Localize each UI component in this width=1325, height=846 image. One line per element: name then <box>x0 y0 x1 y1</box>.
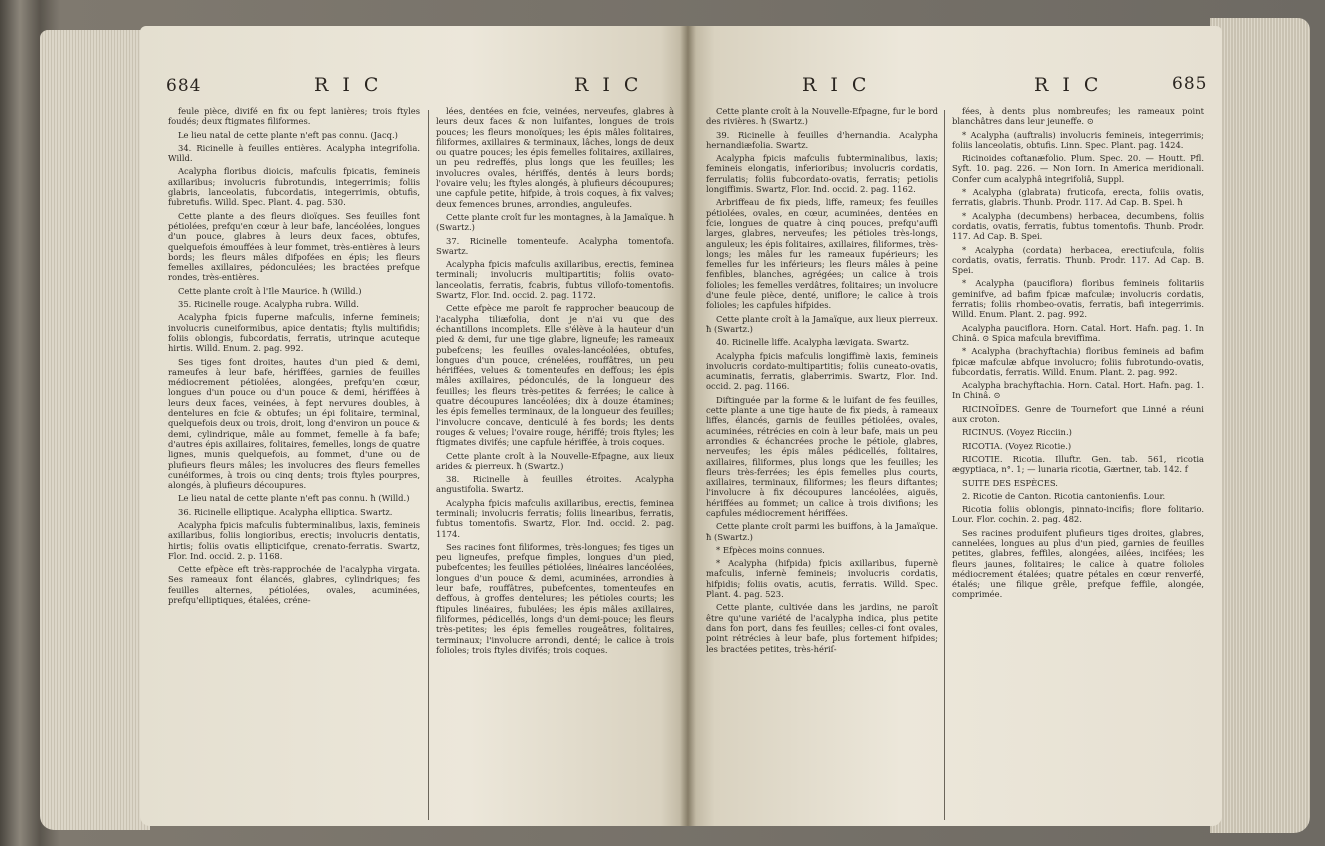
paragraph: * Acalypha (hifpida) fpicis axillaribus, fupernè mafculis, infernè femineis; involucris cordatis, hifpidis; foliis ovatis, acutis, ferratis. Willd. Spec. Plant. 4. pag. 523. <box>706 558 938 600</box>
paragraph: Ricinoides coftanæfolio. Plum. Spec. 20. — Houtt. Pfl. Syft. 10. pag. 226. — Non Iorn. In America meridionali. Confer cum acalyphâ integrifoliâ, Suppl. <box>952 153 1204 184</box>
paragraph: * Acalypha (glabrata) fruticofa, erecta, foliis ovatis, ferratis, glabris. Thunb. Prodr. 117. Ad Cap. B. Spei. ħ <box>952 187 1204 208</box>
paragraph: fées, à dents plus nombreufes; les rameaux point blanchâtres dans leur jeuneffe. ⊙ <box>952 106 1204 127</box>
paragraph: SUITE DES ESPÈCES. <box>962 477 1058 488</box>
paragraph: Acalypha fpicis mafculis longiffimè laxis, femineis involucris cordato-multipartitis; foliis cuneato-ovatis, acuminatis, ferratis, glaberrimis. Swartz, Flor. Ind. occid. 2. pag. 1166. <box>706 350 938 392</box>
right-page-column-2 <box>952 106 1204 603</box>
right-page <box>688 26 1222 826</box>
paragraph: Acalypha floribus dioicis, mafculis fpicatis, femineis axillaribus; involucris fubrotundis, integerrimis; foliis glabris, lanceolatis, fubcordatis, integerrimis, obtufis, fubretufis. Willd. Spec. Plant. 4. pag. 530. <box>168 166 420 208</box>
paragraph: Acalypha brachyftachia. Horn. Catal. Hort. Hafn. pag. 1. In Chinâ. ⊙ <box>952 380 1204 401</box>
left-running-head-2: R I C <box>574 74 643 96</box>
right-running-head-1: R I C <box>802 74 871 96</box>
paragraph: * Acalypha (cordata) herbacea, erectiufcula, foliis cordatis, ovatis, ferratis. Thunb. Prodr. 117. Ad Cap. B. Spei. <box>952 244 1204 276</box>
paragraph: * Acalypha (auftralis) involucris femineis, integerrimis; foliis lanceolatis, obtufis. Linn. Spec. Plant. pag. 1424. <box>952 129 1204 150</box>
paragraph: 40. Ricinelle liffe. Acalypha lævigata. Swartz. <box>716 337 910 348</box>
paragraph: Diftinguée par la forme & le luifant de fes feuilles, cette plante a une tige haute de fix pieds, à rameaux liffes, élancés, garnis de feuilles pétiolées, ovales, acuminées, rétrécies en coin à leur bafe, mais un peu arrondies & échancrées proche le pétiole, glabres, nerveufes; les épis mâles pédicellés, folitaires, axillaires, filiformes, plus longs que les feuilles; les fleurs très-ferrées; les épis femelles plus courts, axillaires, terminaux, filiformes; les fleurs diftantes; l'involucre à fix découpures lancéolées, aiguës, hériffées au fommet; un calice à trois divifions; les capfules médiocrement hériffées. <box>706 394 938 518</box>
left-page-number: 684 <box>166 76 202 96</box>
column-divider <box>428 110 429 820</box>
paragraph: Cette plante, cultivée dans les jardins, ne paroît être qu'une variété de l'acalypha indica, plus petite dans fon port, dans fes feuilles; celles-ci font ovales, point rétrécies à leur bafe, plus fortement hifpides; les bractées petites, très-hériſ- <box>706 602 938 654</box>
column-divider <box>944 110 945 820</box>
right-page-header <box>702 74 1212 98</box>
paragraph: 2. Ricotie de Canton. Ricotia cantonienfis. Lour. <box>962 490 1166 501</box>
paragraph: Arbriffeau de fix pieds, liffe, rameux; fes feuilles pétiolées, ovales, en cœur, acuminées, dentées en fcie, longues de quatre à cinq pouces, prefqu'auffi larges, glabres, nerveufes; les pétioles très-longs, anguleux; les épis folitaires, axillaires, filiformes, très-longs; les mâles fur les rameaux fupérieurs; les femelles fur les inférieurs; les fleurs mâles à peine fenfibles, blanches, agrégées; un calice à trois folioles; les femelles verdâtres, folitaires; un involucre d'une feule pièce, denté, uniflore; le calice à trois folioles; les capfules hifpides. <box>706 197 938 311</box>
paragraph: Ses racines produifent plufieurs tiges droites, glabres, cannelées, longues au plus d'un pied, garnies de feuilles petites, glabres, feffiles, alongées, ailées, incifées; les fleurs jaunes, folitaires; le calice à quatre folioles médiocrement étalées; quatre pétales en cœur renverfé, étalés; une filique grêle, prefque feffile, alongée, comprimée. <box>952 527 1204 600</box>
paragraph: Ricotia foliis oblongis, pinnato-incifis; flore folitario. Lour. Flor. cochin. 2. pag. 482. <box>952 504 1204 525</box>
paragraph: Cette plante croît fur les montagnes, à la Jamaïque. ħ (Swartz.) <box>436 211 674 233</box>
paragraph: RICOTIE. Ricotia. Illuftr. Gen. tab. 561, ricotia ægyptiaca, n°. 1; — lunaria ricotia, Gærtner, tab. 142. f <box>952 453 1204 475</box>
paragraph: Acalypha fpicis mafculis fubterminalibus, laxis, femineis axillaribus, foliis longioribus, erectis; involucris dentatis, hirtis; foliis ovatis ellipticifque, crenato-ferratis. Swartz, Flor. Ind. occid. 2. p. 1168. <box>168 519 420 561</box>
paragraph: Cette plante croît parmi les buiffons, à la Jamaïque. ħ (Swartz.) <box>706 521 938 542</box>
paragraph: Acalypha fpicis mafculis fubterminalibus, laxis; femineis elongatis, inferioribus; involucris cordatis, ferrulatis; foliis fubcordato-ovatis, ferratis; petiolis longiffimis. Swartz, Flor. Ind. occid. 2. pag. 1162. <box>706 153 938 195</box>
left-page-column-1 <box>168 106 420 608</box>
left-page-column-2 <box>436 106 674 658</box>
paragraph: Acalypha fpicis fuperne mafculis, inferne femineis; involucris cuneiformibus, apice dentatis; ftylis multifidis; foliis oblongis, fubcordatis, ferratis, utrinque acuteque hirtis. Willd. Enum. 2. pag. 992. <box>168 312 420 354</box>
paragraph: feule pièce, divifé en fix ou fept lanières; trois ftyles foudés; deux ftigmates filiformes. <box>168 106 420 127</box>
paragraph: Acalypha fpicis mafculis axillaribus, erectis, feminea terminali; involucris ferratis; foliis linearibus, ferratis, fubtus tomentofis. Swartz, Flor. Ind. occid. 2. pag. 1174. <box>436 497 674 539</box>
left-page-header <box>166 74 666 98</box>
paragraph: 34. Ricinelle à feuilles entières. Acalypha integrifolia. Willd. <box>168 142 420 164</box>
paragraph: Cette efpèce eft très-rapprochée de l'acalypha virgata. Ses rameaux font élancés, glabres, cylindriques; fes feuilles alternes, pétiolées, ovales, acuminées, prefqu'elliptiques, étalées, créne- <box>168 564 420 606</box>
paragraph: Le lieu natal de cette plante n'eft pas connu. (Jacq.) <box>178 129 398 140</box>
paragraph: 36. Ricinelle elliptique. Acalypha elliptica. Swartz. <box>178 506 393 517</box>
paragraph: Ses tiges font droites, hautes d'un pied & demi, rameufes à leur bafe, hériffées, garnies de feuilles médiocrement pétiolées, alongées, prefqu'en cœur, longues d'un pouce ou d'un pouce & demi, hériffées à leurs deux faces, veinées, à fept nervures doubles, à dentelures en fcie & obtufes; un épi folitaire, terminal, quelquefois deux ou trois, droit, long d'environ un pouce & demi, cylindrique, mâle au fommet, femelle à fa bafe; d'autres épis axillaires, folitaires, femelles, longs de quatre lignes, munis quelquefois, au fommet, d'une ou de plufieurs fleurs mâles; les involucres des fleurs femelles cunéiformes, à trois ou cinq dents; trois ftyles pourpres, alongés, à plufieurs découpures. <box>168 356 420 491</box>
paragraph: RICOTIA. (Voyez Ricotie.) <box>962 440 1072 451</box>
paragraph: RICINOÏDES. Genre de Tournefort que Linné a réuni aux croton. <box>952 403 1204 425</box>
paragraph: Cette plante croît à la Nouvelle-Efpagne, fur le bord des rivières. ħ (Swartz.) <box>706 106 938 127</box>
paragraph: RICINUS. (Voyez Ricciin.) <box>962 427 1072 438</box>
paragraph: lées, dentées en fcie, veinées, nerveufes, glabres à leurs deux faces & non luifantes, longues de trois pouces; les fleurs monoïques; les épis mâles folitaires, filiformes, axillaires & terminaux, lâches, longs de deux ou quatre pouces; les épis femelles folitaires, axillaires, un peu redreffés, plus longs que les feuilles; les involucres ovales, hériffés, dentés à leurs bords; l'ovaire velu; les ftyles alongés, à plufieurs découpures; une capfule petite, hifpide, à trois coques, à fix valves; deux femences brunes, arrondies, anguleufes. <box>436 106 674 209</box>
paragraph: * Acalypha (decumbens) herbacea, decumbens, foliis cordatis, ovatis, ferratis, fubtus tomentofis. Thunb. Prodr. 117. Ad Cap. B. Spei. <box>952 210 1204 242</box>
paragraph: Le lieu natal de cette plante n'eft pas connu. ħ (Willd.) <box>178 493 410 504</box>
paragraph: Cette plante croît à la Jamaïque, aux lieux pierreux. ħ (Swartz.) <box>706 313 938 334</box>
paragraph: * Acalypha (brachyftachia) floribus femineis ad bafim fpicæ mafculæ abfque involucro; foliis fubrotundo-ovatis, fubcordatis, ferratis. Willd. Enum. Plant. 2. pag. 992. <box>952 346 1204 377</box>
paragraph: Cette plante a des fleurs dioïques. Ses feuilles font pétiolées, prefqu'en cœur à leur bafe, lancéolées, longues d'un pouce, glabres à leurs deux faces, obtufes, quelquefois émouffées à leur fommet, très-entières à leurs bords; les fleurs mâles difpofées en épis; les fleurs femelles axillaires, pédonculées; les bractées prefque rondes, très-entières. <box>168 210 420 283</box>
paragraph: 35. Ricinelle rouge. Acalypha rubra. Willd. <box>178 299 359 310</box>
paragraph: * Efpèces moins connues. <box>716 544 825 555</box>
left-page-edges <box>40 30 150 830</box>
right-page-number: 685 <box>1172 74 1208 94</box>
right-page-column-1 <box>706 106 938 657</box>
paragraph: Acalypha fpicis mafculis axillaribus, erectis, feminea terminali; involucris multipartitis; foliis ovato-lanceolatis, ferratis, fcabris, fubtus villofo-tomentofis. Swartz, Flor. Ind. occid. 2. pag. 1172. <box>436 259 674 301</box>
paragraph: * Acalypha (pauciflora) floribus femineis folitariis geminifve, ad bafim fpicæ mafculæ; involucris cordatis, ferratis; foliis rhombeo-ovatis, ferratis, bafi integerrimis. Willd. Enum. Plant. 2. pag. 992. <box>952 278 1204 320</box>
paragraph: Cette plante croît à la Nouvelle-Efpagne, aux lieux arides & pierreux. ħ (Swartz.) <box>436 450 674 471</box>
left-running-head-1: R I C <box>314 74 383 96</box>
paragraph: 38. Ricinelle à feuilles étroites. Acalypha angustifolia. Swartz. <box>436 474 674 495</box>
book-gutter <box>680 26 696 826</box>
paragraph: Cette efpèce me paroît fe rapprocher beaucoup de l'acalypha tiliæfolia, dont je n'ai vu que des échantillons incomplets. Elle s'élève à la hauteur d'un pied & demi, fur une tige glabre, ligneufe; les rameaux pubefcens; les feuilles ovales-lancéolées, obtufes, longues d'un pouce, crénelées, rouffâtres, un peu hériffées, velues & tomenteufes en deffous; les épis mâles axillaires, pédonculés, de la longueur des feuilles; les fleurs très-petites & ferrées; le calice à quatre découpures lancéolées; dix à douze étamines; les épis femelles terminaux, de la longueur des feuilles; l'involucre concave, denticulé à fes bords; les dents rouges & velues; l'ovaire rouge, hériffé; trois ftyles; les ftigmates divifés; une capfule hériffée, à trois coques. <box>436 303 674 448</box>
paragraph: Acalypha pauciflora. Horn. Catal. Hort. Hafn. pag. 1. In Chinâ. ⊙ Spica mafcula breviffima. <box>952 322 1204 343</box>
paragraph: Cette plante croît à l'Ile Maurice. ħ (Willd.) <box>178 285 362 296</box>
paragraph: 39. Ricinelle à feuilles d'hernandia. Acalypha hernandiæfolia. Swartz. <box>706 129 938 150</box>
right-page-edges <box>1210 18 1310 833</box>
left-page <box>140 26 688 826</box>
paragraph: Ses racines font filiformes, très-longues; fes tiges un peu ligneufes, prefque fimples, longues d'un pied, pubefcentes; les feuilles pétiolées, linéaires lancéolées, longues d'un pouce & demi, acuminées, arrondies à leur bafe, rouffâtres, pubefcentes, tomenteufes en deffous, à groffes dentelures; les pétioles courts; les ftipules linéaires, fubulées; les épis mâles axillaires, filiformes, pédicellés, longs d'un demi-pouce; les fleurs très-petites; les épis femelles rougeâtres, folitaires, terminaux; l'involucre arrondi, denté; le calice à trois folioles; trois ftyles divifés; trois coques. <box>436 541 674 655</box>
paragraph: 37. Ricinelle tomenteufe. Acalypha tomentofa. Swartz. <box>436 235 674 256</box>
right-running-head-2: R I C <box>1034 74 1103 96</box>
